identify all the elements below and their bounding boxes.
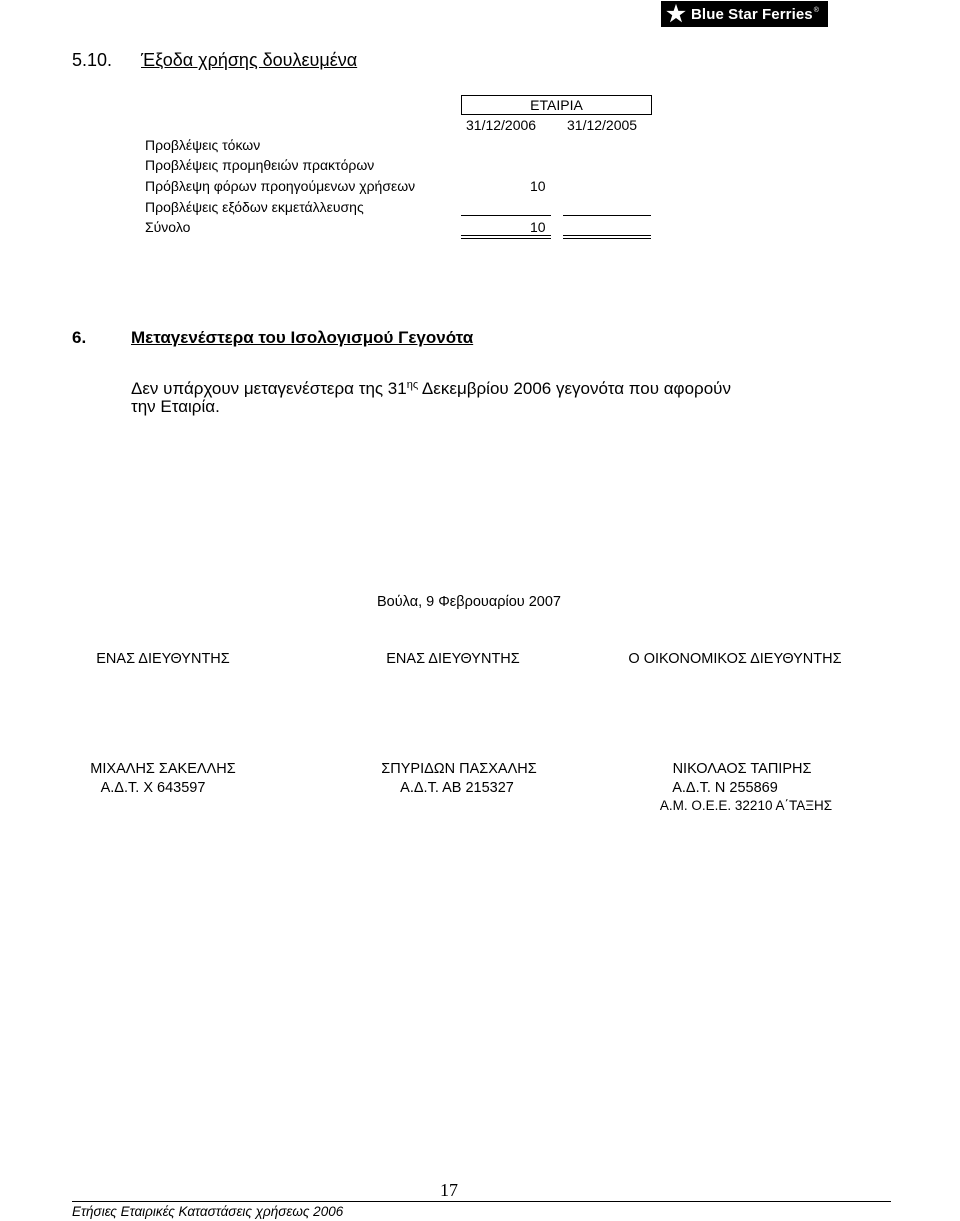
row-label-interest-provisions: Προβλέψεις τόκων: [145, 137, 261, 153]
subtotal-rule-2005: [563, 215, 651, 216]
company-header-label: ΕΤΑΙΡΙΑ: [530, 97, 583, 113]
note-superscript: ης: [406, 379, 419, 391]
page-number: 17: [440, 1180, 458, 1200]
note-title: Μεταγενέστερα του Ισολογισμού Γεγονότα: [131, 328, 474, 347]
column-header-2005: 31/12/2005: [567, 117, 638, 133]
signatory-role-2: ΕΝΑΣ ΔΙΕΥΘΥΝΤΗΣ: [386, 651, 520, 667]
signatory-registration-3: Α.Μ. Ο.Ε.Ε. 32210 Α΄ΤΑΞΗΣ: [659, 798, 833, 813]
total-label: Σύνολο: [145, 219, 191, 235]
subtotal-rule-2006: [461, 215, 551, 216]
signatory-id-3: Α.Δ.Τ. Ν 255869: [672, 780, 778, 796]
total-double-rule-2005-bottom: [563, 238, 651, 239]
total-double-rule-2006-bottom: [461, 238, 551, 239]
signatory-id-2: Α.Δ.Τ. ΑΒ 215327: [400, 780, 514, 796]
place-date: Βούλα, 9 Φεβρουαρίου 2007: [377, 594, 561, 610]
signatory-name-2: ΣΠΥΡΙΔΩΝ ΠΑΣΧΑΛΗΣ: [381, 761, 537, 777]
column-header-2006: 31/12/2006: [466, 117, 537, 133]
footer-text: Ετήσιες Εταιρικές Καταστάσεις χρήσεως 2006: [72, 1204, 344, 1219]
section-title: Έξοδα χρήσης δουλευμένα: [141, 50, 358, 70]
logo-registered-mark: ®: [813, 6, 819, 14]
row-label-operating-expense-provisions: Προβλέψεις εξόδων εκμετάλλευσης: [145, 199, 364, 215]
footer-rule: [72, 1201, 891, 1202]
signatory-role-3: Ο ΟΙΚΟΝΟΜΙΚΟΣ ΔΙΕΥΘΥΝΤΗΣ: [628, 651, 842, 667]
total-double-rule-2006-top: [461, 235, 551, 236]
company-logo: [661, 1, 828, 27]
total-double-rule-2005-top: [563, 235, 651, 236]
note-paragraph-line1: [131, 374, 731, 400]
row-label-agent-commission-provisions: Προβλέψεις προμηθειών πρακτόρων: [145, 157, 375, 173]
section-number: 5.10.: [72, 50, 113, 70]
company-header: [461, 95, 652, 115]
signatory-name-1: ΜΙΧΑΛΗΣ ΣΑΚΕΛΛΗΣ: [90, 761, 236, 777]
row-label-prior-year-tax-provision: Πρόβλεψη φόρων προηγούμενων χρήσεων: [145, 178, 416, 194]
row-value-prior-year-tax-2006: 10: [530, 178, 546, 194]
note-text-part1: Δεν υπάρχουν μεταγενέστερα της 31: [131, 379, 407, 398]
signatory-name-3: ΝΙΚΟΛΑΟΣ ΤΑΠΙΡΗΣ: [672, 761, 812, 777]
note-text-part2: Δεκεμβρίου 2006 γεγονότα που αφορούν: [418, 379, 731, 398]
note-paragraph-line2: την Εταιρία.: [131, 397, 220, 416]
star-icon: [665, 3, 687, 25]
logo-text: Blue Star Ferries: [691, 5, 813, 23]
note-number: 6.: [72, 328, 87, 347]
total-value-2006: 10: [530, 219, 546, 235]
signatory-role-1: ΕΝΑΣ ΔΙΕΥΘΥΝΤΗΣ: [96, 651, 230, 667]
signatory-id-1: Α.Δ.Τ. Χ 643597: [100, 780, 206, 796]
